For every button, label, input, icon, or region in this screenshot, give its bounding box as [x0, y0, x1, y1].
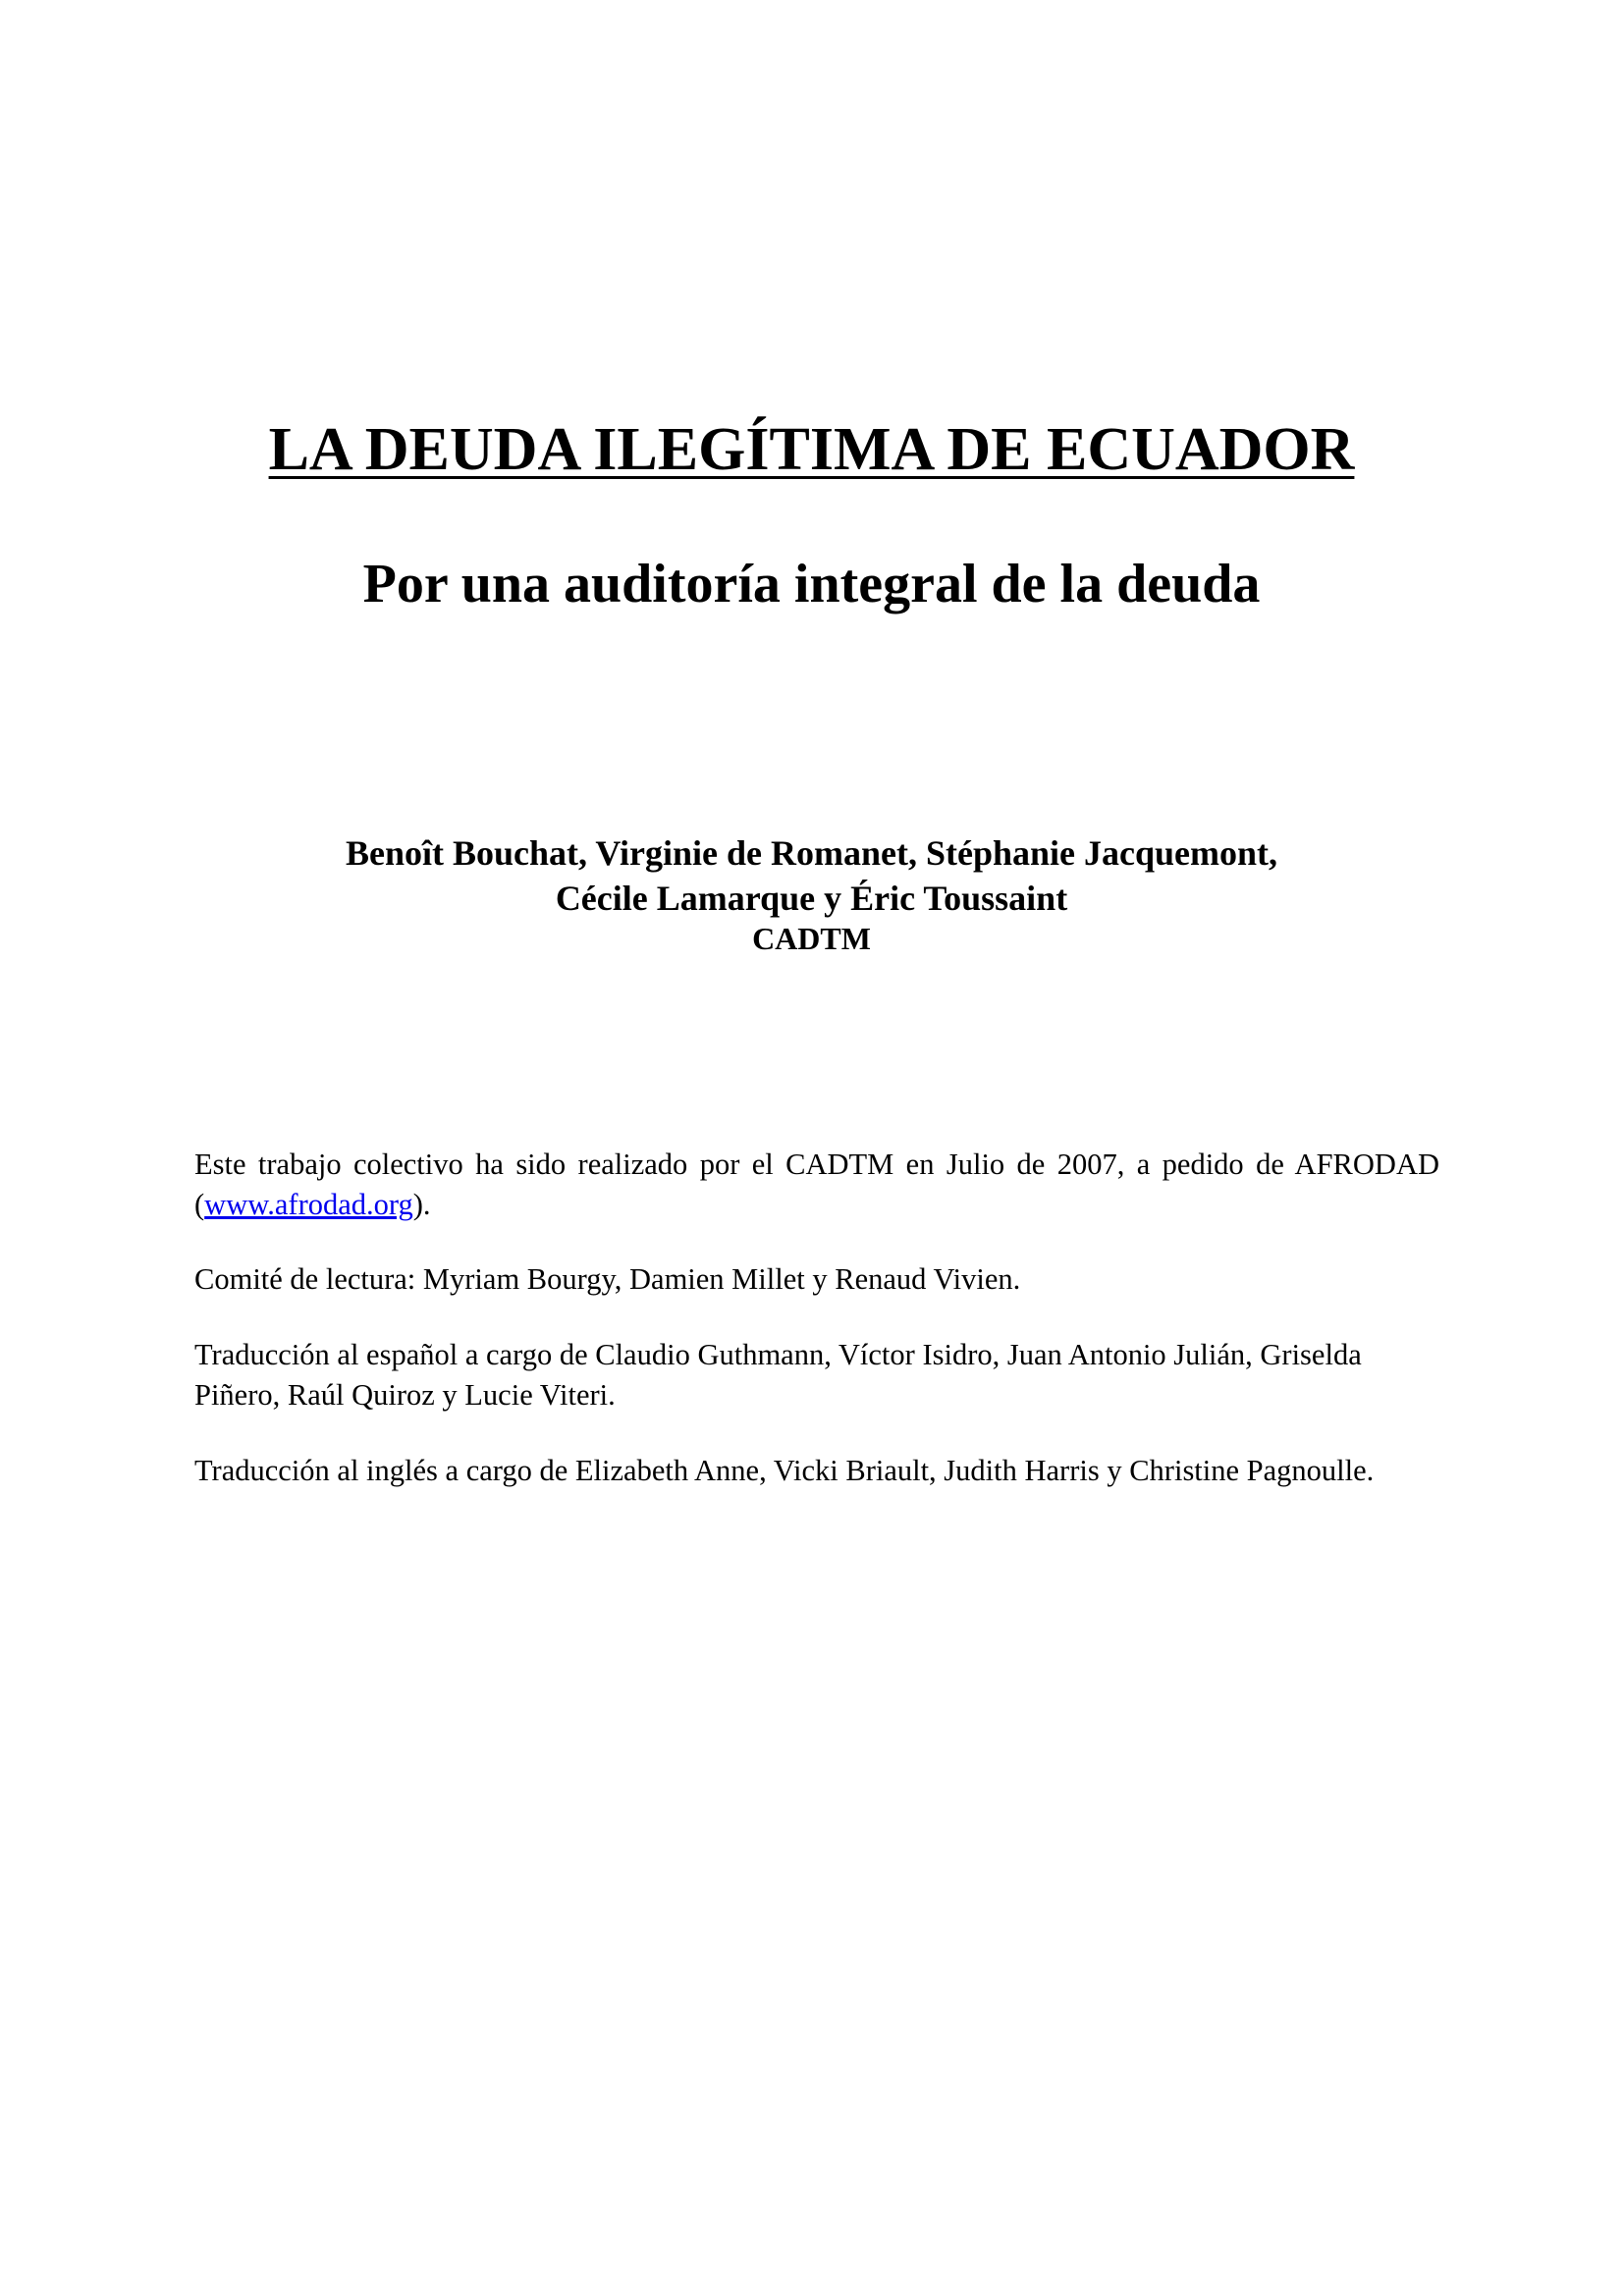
authors-block: [0, 830, 1623, 956]
authors-line-2: Cécile Lamarque y Éric Toussaint: [555, 879, 1068, 918]
afrodad-link[interactable]: www.afrodad.org: [204, 1188, 413, 1221]
document-title: [0, 410, 1623, 489]
authors-line-1: Benoît Bouchat, Virginie de Romanet, Stéphanie Jacquemont,: [345, 833, 1278, 873]
paragraph-commission-end: ).: [412, 1188, 431, 1221]
paragraph-english-translation: Traducción al inglés a cargo de Elizabeth Anne, Vicki Briault, Judith Harris y Christine Pagnoulle.: [194, 1454, 1375, 1487]
paragraph-spanish-translation: Traducción al español a cargo de Claudio Guthmann, Víctor Isidro, Juan Antonio Julián, Griselda Piñero, Raúl Quiroz y Lucie Viteri.: [194, 1338, 1362, 1412]
paragraph-commission-text: Este trabajo colectivo ha sido realizado por el CADTM en Julio de 2007, a pedido de AFRODAD (: [194, 1148, 1439, 1221]
organization-name: CADTM: [752, 921, 871, 956]
paragraph-commission: [194, 1145, 1439, 1225]
paragraph-reading-committee: Comité de lectura: Myriam Bourgy, Damien Millet y Renaud Vivien.: [194, 1262, 1021, 1296]
document-title-text: LA DEUDA ILEGÍTIMA DE ECUADOR: [268, 416, 1355, 483]
document-subtitle: Por una auditoría integral de la deuda: [362, 554, 1261, 614]
